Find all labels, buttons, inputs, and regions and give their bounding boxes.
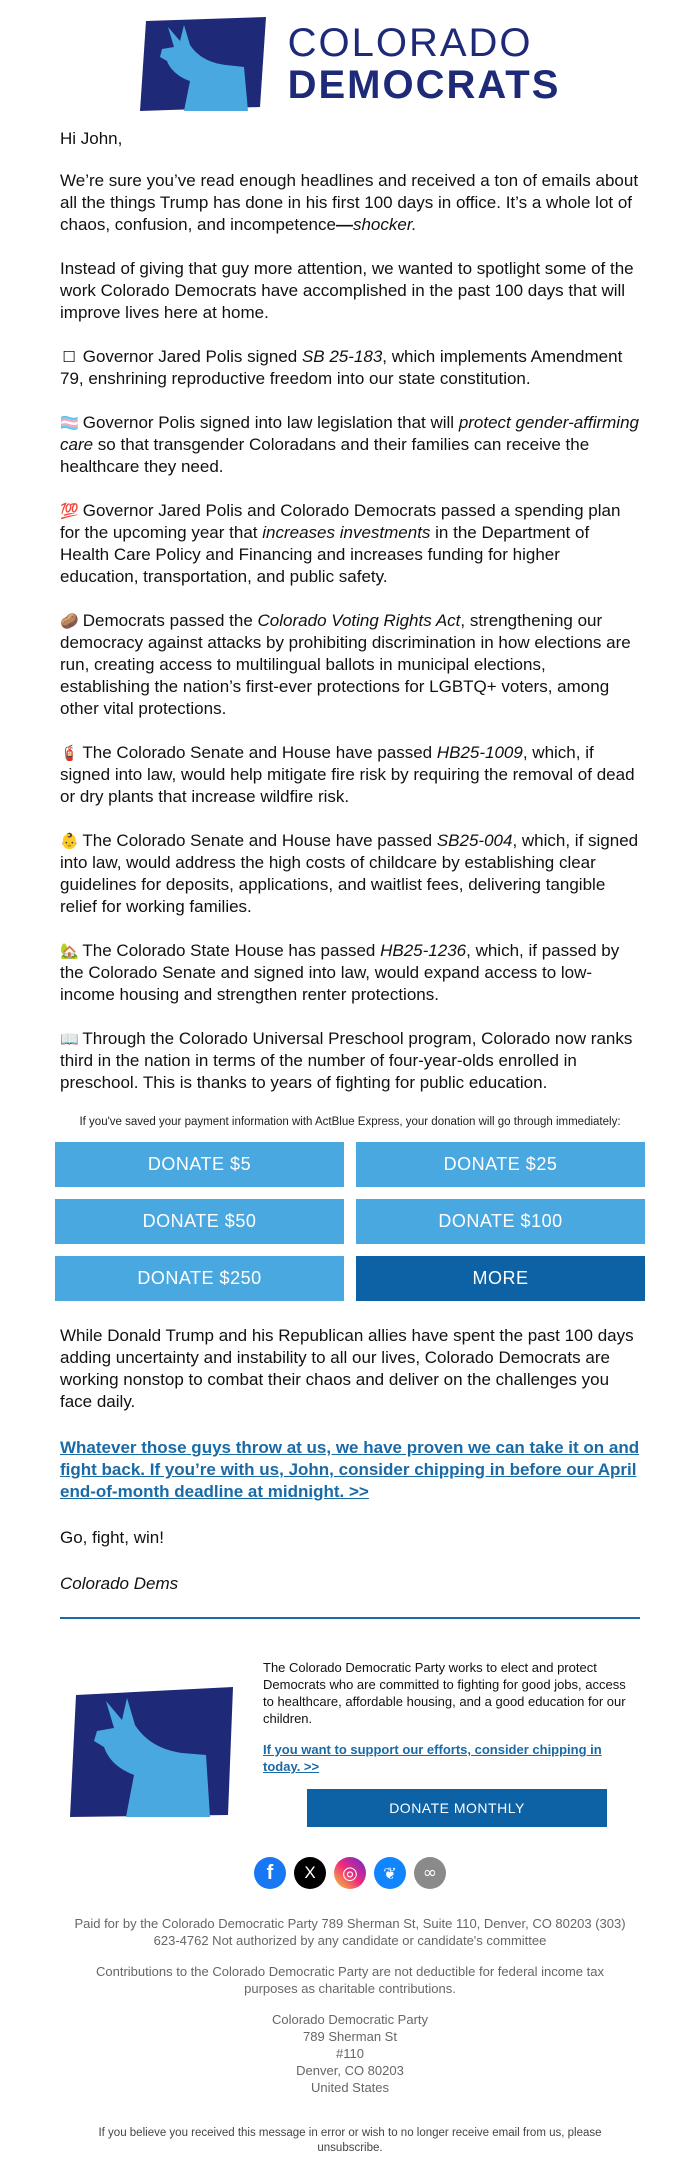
donate-25-button[interactable]: DONATE $25 [356, 1142, 645, 1187]
x-icon[interactable]: X [294, 1857, 326, 1889]
donate-100-button[interactable]: DONATE $100 [356, 1199, 645, 1244]
bluesky-icon[interactable]: ❦ [374, 1857, 406, 1889]
donate-250-button[interactable]: DONATE $250 [55, 1256, 344, 1301]
donate-50-button[interactable]: DONATE $50 [55, 1199, 344, 1244]
link-icon[interactable]: ∞ [414, 1857, 446, 1889]
signoff: Go, fight, win! [60, 1528, 164, 1547]
spotlight-paragraph: Instead of giving that guy more attention, we wanted to spotlight some of the work Colorado Democrats have accomplished in the past 100 days that will improve lives here at home. [60, 259, 634, 322]
potato-icon: 🥔 [60, 612, 79, 630]
brand-logo [0, 0, 700, 124]
donate-monthly-button[interactable]: DONATE MONTHLY [307, 1789, 607, 1827]
intro-paragraph: We’re sure you’ve read enough headlines and received a ton of emails about all the things Trump has done in his first 100 days in office. It’s a whole lot of chaos, confusion, and incompetence—shocker. [60, 171, 639, 234]
footer-about [0, 1619, 700, 1827]
accomplishment-item: 🧯 The Colorado Senate and House have passed HB25-1009, which, if signed into law, would help mitigate fire risk by requiring the removal of dead or dry plants that increase wildfire risk. [60, 743, 635, 806]
donate-cta-link[interactable]: Whatever those guys throw at us, we have proven we can take it on and fight back. If you’re with us, John, consider chipping in before our April end-of-month deadline at midnight. >> [60, 1438, 640, 1501]
closing-paragraph: While Donald Trump and his Republican allies have spent the past 100 days adding uncertainty and instability to all our lives, Colorado Democrats are working nonstop to combat their chaos and deliver on the challenges you face daily. [60, 1326, 634, 1411]
accomplishment-item: 🥔 Democrats passed the Colorado Voting Rights Act, strengthening our democracy against attacks by prohibiting discrimination in how elections are run, creating access to multilingual ballots in municipal elections, establishing the nation’s first-ever protections for LGBTQ+ voters, among other vital protections. [60, 611, 631, 718]
greeting: Hi John, [60, 129, 123, 148]
fire-extinguisher-icon: 🧯 [60, 744, 79, 762]
party-description: The Colorado Democratic Party works to elect and protect Democrats who are committed to fighting for good jobs, access to healthcare, affordable housing, and a good education for our children. [263, 1660, 626, 1726]
tax-disclaimer: Contributions to the Colorado Democratic Party are not deductible for federal income tax purposes as charitable contributions. [96, 1964, 604, 1996]
checkbox-icon: ☐ [62, 348, 76, 366]
house-icon: 🏡 [60, 942, 79, 960]
baby-icon: 👶 [60, 832, 79, 850]
transgender-flag-icon: 🏳️‍⚧️ [60, 414, 79, 432]
support-link[interactable]: If you want to support our efforts, consider chipping in today. >> [263, 1742, 602, 1774]
signature: Colorado Dems [60, 1574, 179, 1593]
open-book-icon: 📖 [60, 1030, 79, 1048]
accomplishment-item: 📖 Through the Colorado Universal Preschool program, Colorado now ranks third in the nation in terms of the number of four-year-olds enrolled in preschool. This is thanks to years of fighting for public education. [60, 1029, 633, 1092]
donate-more-button[interactable]: MORE [356, 1256, 645, 1301]
instagram-icon[interactable]: ◎ [334, 1857, 366, 1889]
brand-name-line2: DEMOCRATS [287, 63, 561, 107]
accomplishment-item: 💯 Governor Jared Polis and Colorado Democrats passed a spending plan for the upcoming year that increases investments in the Department of Health Care Policy and Financing and increases funding for higher education, transportation, and public safety. [60, 501, 621, 586]
mailing-address: Colorado Democratic Party 789 Sherman St #110 Denver, CO 80203 United States [271, 2012, 429, 2095]
donate-5-button[interactable]: DONATE $5 [55, 1142, 344, 1187]
actblue-note: If you've saved your payment information with ActBlue Express, your donation will go through immediately: [79, 1116, 621, 1128]
hundred-points-icon: 💯 [60, 502, 79, 520]
brand-name-line1: COLORADO [287, 21, 533, 65]
accomplishment-item: ☐ Governor Jared Polis signed SB 25-183, which implements Amendment 79, enshrining reproductive freedom into our state constitution. [60, 347, 623, 388]
accomplishment-item: 🏡 The Colorado State House has passed HB25-1236, which, if passed by the Colorado Senate and signed into law, would expand access to low-income housing and strengthen renter protections. [60, 941, 620, 1004]
accomplishment-item: 🏳️‍⚧️ Governor Polis signed into law legislation that will protect gender-affirming care so that transgender Coloradans and their families can receive the healthcare they need. [60, 413, 639, 476]
donkey-logo-icon [70, 1687, 235, 1817]
social-links [0, 1857, 700, 1889]
unsubscribe-notice[interactable]: If you believe you received this message in error or wish to no longer receive email from us, please unsubscribe. [98, 2127, 602, 2154]
accomplishment-item: 👶 The Colorado Senate and House have passed SB25-004, which, if signed into law, would address the high costs of childcare by establishing clear guidelines for deposits, applications, and waitlist fees, delivering tangible relief for working families. [60, 831, 639, 916]
email-body [0, 124, 700, 1094]
closing-section [0, 1301, 700, 1595]
legal-section [0, 1915, 700, 1997]
paid-for-disclaimer: Paid for by the Colorado Democratic Party 789 Sherman St, Suite 110, Denver, CO 80203 (303) 623-4762 Not authorized by any candidate or candidate's committee [74, 1916, 626, 1948]
donate-button-grid [0, 1142, 700, 1301]
facebook-icon[interactable]: f [254, 1857, 286, 1889]
donkey-logo-icon [140, 17, 268, 111]
